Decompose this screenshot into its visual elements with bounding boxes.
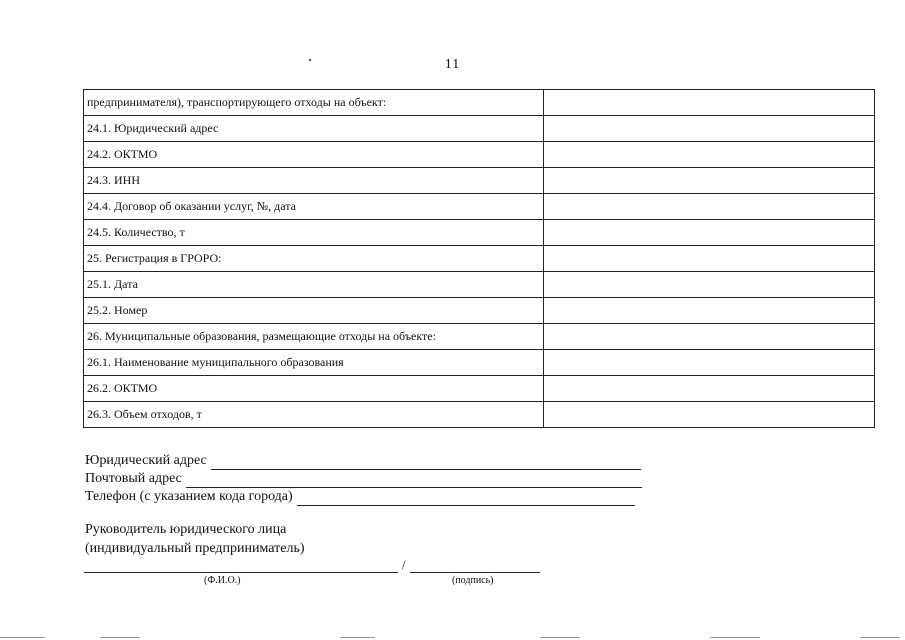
scan-dot xyxy=(309,59,311,61)
legal-address-label: Юридический адрес xyxy=(85,453,207,468)
signature-caption: (подпись) xyxy=(452,575,494,586)
row-value-field[interactable] xyxy=(544,168,875,194)
table-row xyxy=(84,324,875,350)
row-label: 24.3. ИНН xyxy=(84,168,544,194)
table-row xyxy=(84,272,875,298)
table-row xyxy=(84,168,875,194)
table-row xyxy=(84,350,875,376)
scan-edge-mark xyxy=(100,637,140,638)
scan-edge-mark xyxy=(860,637,900,638)
row-label: 26.2. ОКТМО xyxy=(84,376,544,402)
row-label: 26.1. Наименование муниципального образования xyxy=(84,350,544,376)
row-value-field[interactable] xyxy=(544,350,875,376)
row-label: 24.1. Юридический адрес xyxy=(84,116,544,142)
signature-field[interactable] xyxy=(410,571,540,573)
contact-block xyxy=(85,452,642,506)
row-value-field[interactable] xyxy=(544,142,875,168)
table-row xyxy=(84,402,875,428)
row-value-field[interactable] xyxy=(544,402,875,428)
head-title-line1: Руководитель юридического лица xyxy=(85,522,287,537)
row-label: 25.1. Дата xyxy=(84,272,544,298)
row-value-field[interactable] xyxy=(544,116,875,142)
table-row xyxy=(84,246,875,272)
table-row xyxy=(84,220,875,246)
row-label: 24.2. ОКТМО xyxy=(84,142,544,168)
row-value-field[interactable] xyxy=(544,376,875,402)
table-row xyxy=(84,116,875,142)
row-label: 24.4. Договор об оказании услуг, №, дата xyxy=(84,194,544,220)
full-name-caption: (Ф.И.О.) xyxy=(204,575,241,586)
row-label: 24.5. Количество, т xyxy=(84,220,544,246)
phone-line xyxy=(85,488,642,506)
row-value-field[interactable] xyxy=(544,272,875,298)
row-value-field[interactable] xyxy=(544,298,875,324)
row-value-field[interactable] xyxy=(544,324,875,350)
row-label: 25. Регистрация в ГРОРО: xyxy=(84,246,544,272)
phone-label: Телефон (с указанием кода города) xyxy=(85,489,293,504)
head-title-line2: (индивидуальный предприниматель) xyxy=(85,541,305,556)
table-row xyxy=(84,376,875,402)
page-number: 11 xyxy=(444,57,461,72)
table-row xyxy=(84,194,875,220)
postal-address-line xyxy=(85,470,642,488)
row-label: 26.3. Объем отходов, т xyxy=(84,402,544,428)
table-row xyxy=(84,298,875,324)
row-label: предпринимателя), транспортирующего отходы на объект: xyxy=(84,90,544,116)
signature-separator: / xyxy=(402,557,406,572)
full-name-field[interactable] xyxy=(84,571,398,573)
row-value-field[interactable] xyxy=(544,194,875,220)
postal-address-field[interactable] xyxy=(186,474,642,488)
head-signature-block xyxy=(85,520,305,558)
scan-edge-mark xyxy=(540,637,580,638)
table-row xyxy=(84,90,875,116)
table-row xyxy=(84,142,875,168)
scan-edge-mark xyxy=(710,637,760,638)
row-value-field[interactable] xyxy=(544,246,875,272)
waste-object-form-table xyxy=(83,89,875,428)
scan-edge-mark xyxy=(0,637,45,638)
row-value-field[interactable] xyxy=(544,90,875,116)
phone-field[interactable] xyxy=(297,492,635,506)
row-value-field[interactable] xyxy=(544,220,875,246)
row-label: 26. Муниципальные образования, размещающие отходы на объекте: xyxy=(84,324,544,350)
scan-edge-mark xyxy=(340,637,375,638)
postal-address-label: Почтовый адрес xyxy=(85,471,182,486)
legal-address-line xyxy=(85,452,642,470)
row-label: 25.2. Номер xyxy=(84,298,544,324)
legal-address-field[interactable] xyxy=(211,456,641,470)
